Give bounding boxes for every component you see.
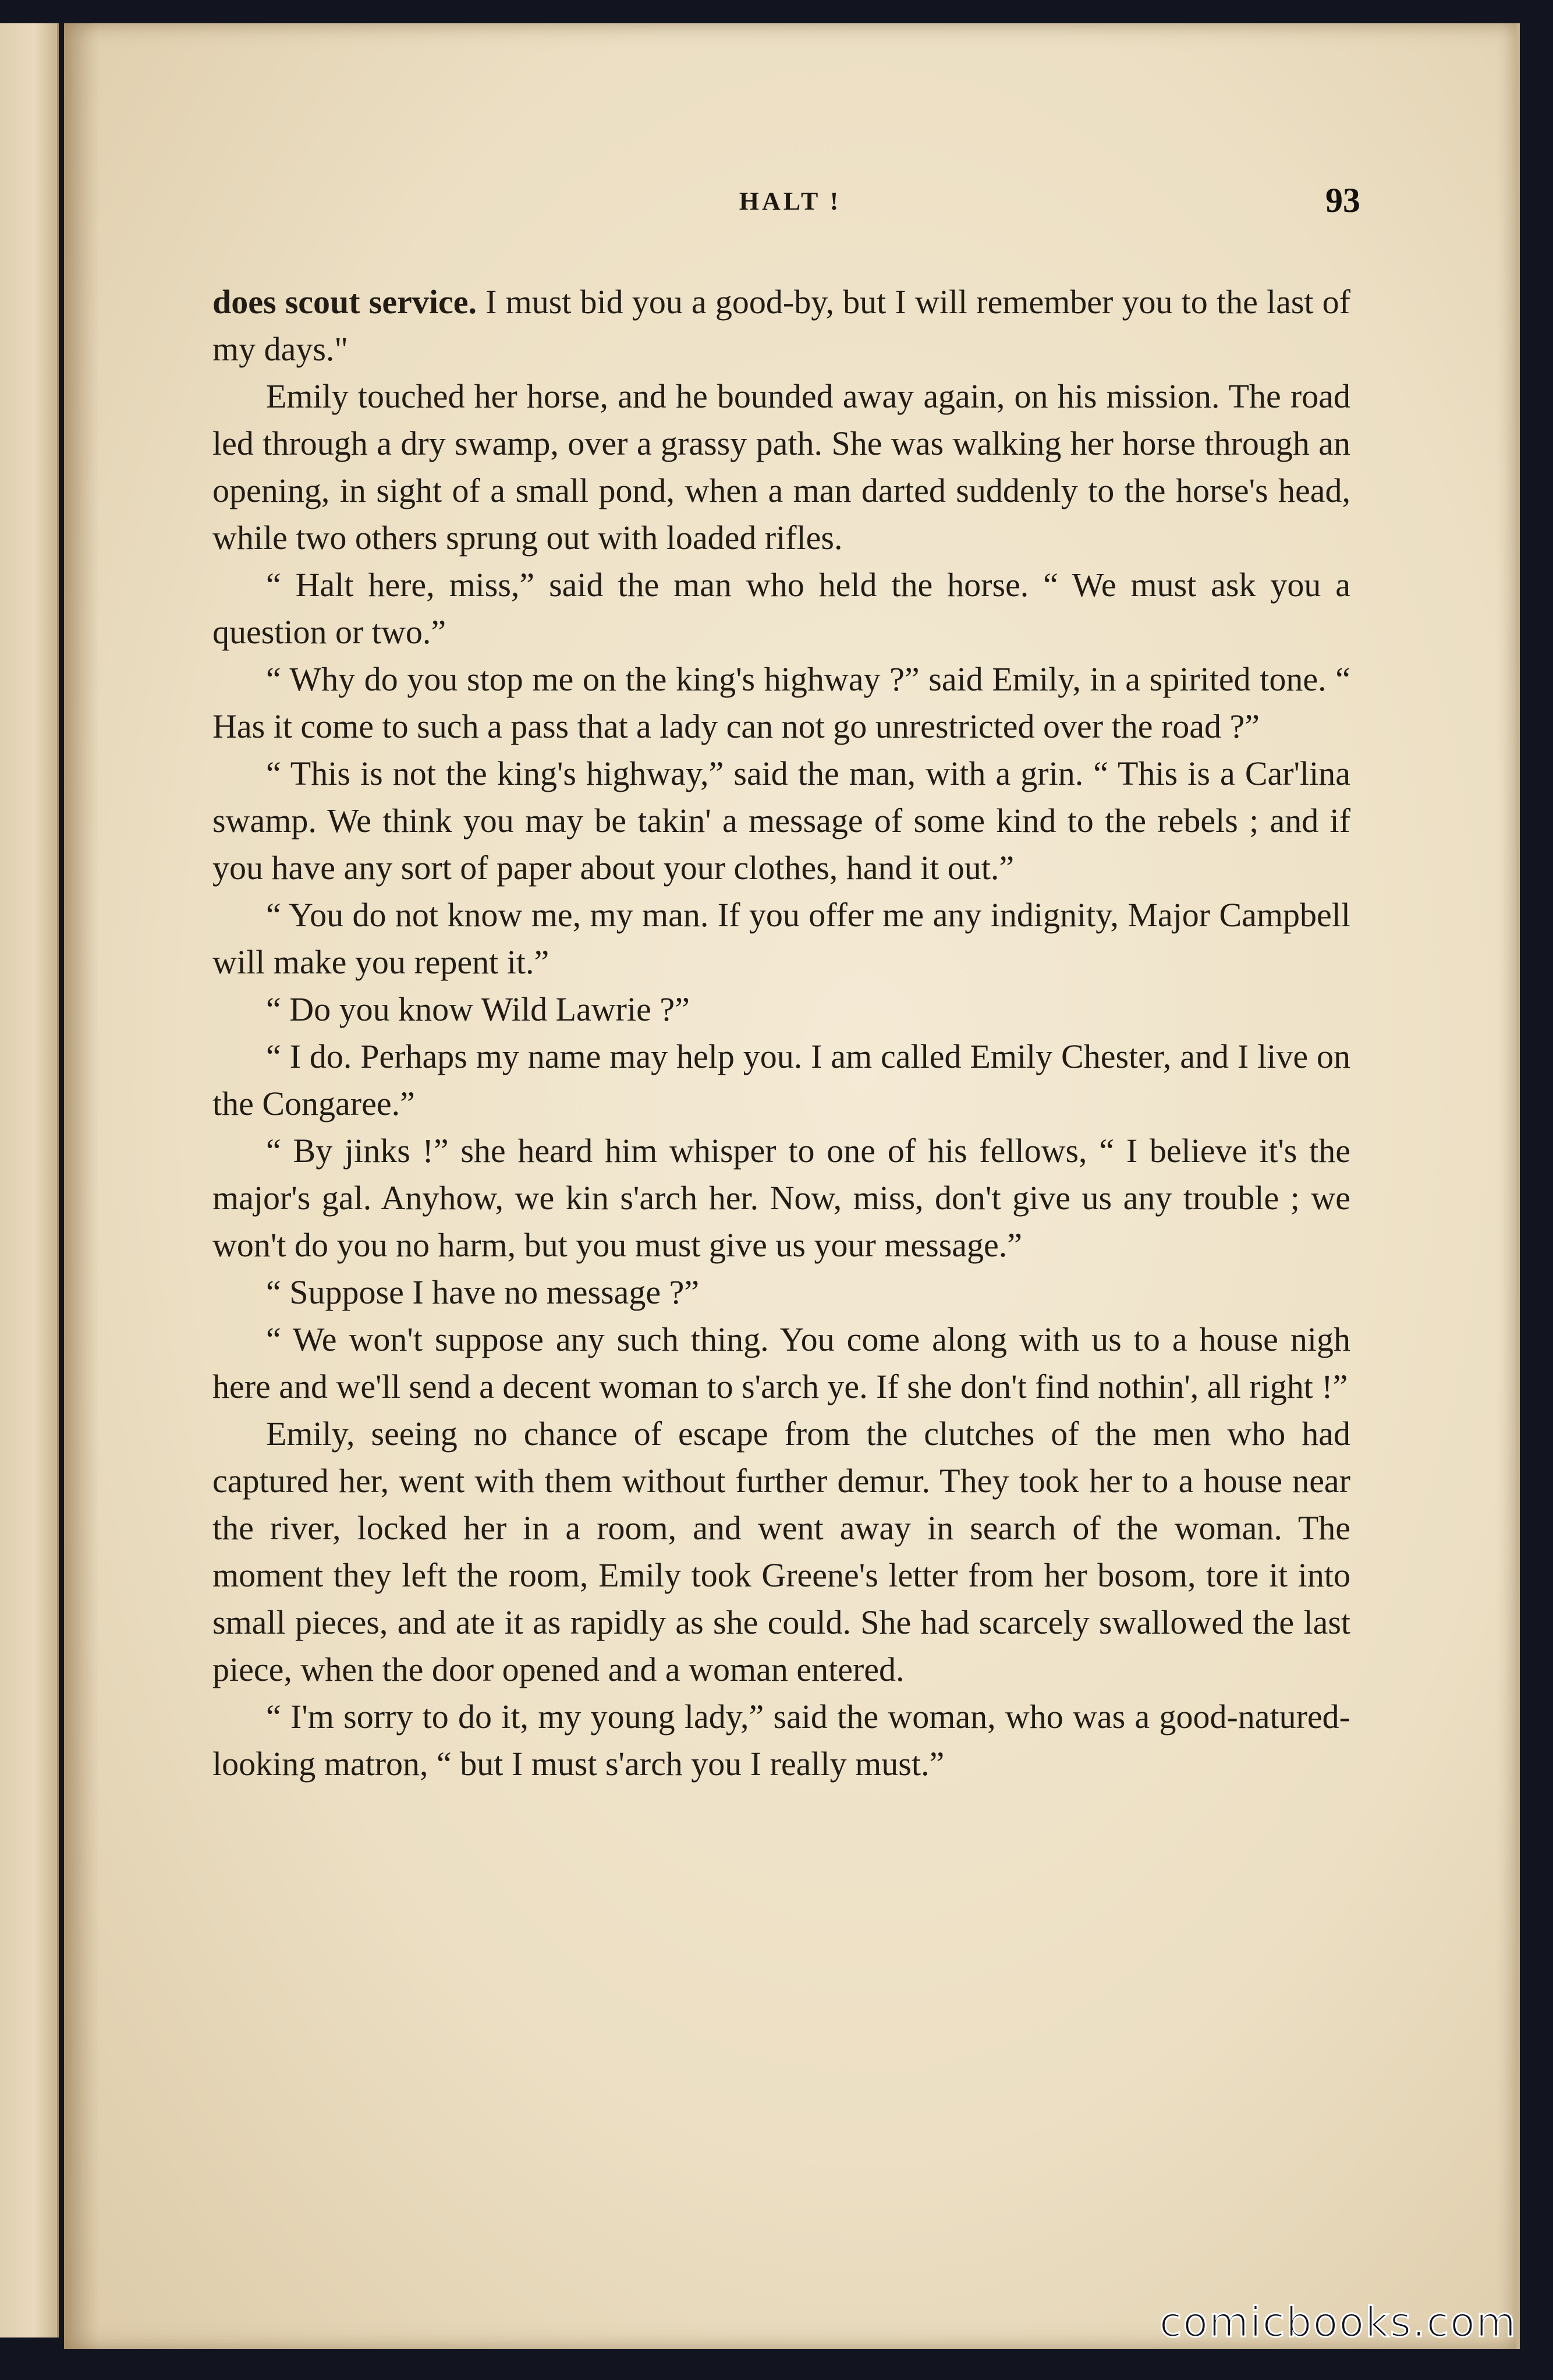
book-page	[64, 23, 1520, 2349]
paragraph-lead: does scout service.	[212, 283, 477, 321]
paragraph-text: I must bid you a good-by, but I will remember you to the last of my days."	[212, 283, 1350, 368]
paragraph: “ Suppose I have no message ?”	[266, 1273, 700, 1311]
page-number: 93	[1325, 181, 1360, 219]
previous-page-edge	[0, 23, 59, 2338]
paragraph: Emily touched her horse, and he bounded away again, on his mission. The road led through a dry swamp, over a grassy path. She was walking her horse through an opening, in sight of a small pond, when a man darted suddenly to the horse's head, while two others sprung out with loaded rifles.	[212, 377, 1350, 557]
watermark: comicbooks.com	[1159, 2298, 1517, 2346]
paragraph: “ You do not know me, my man. If you offer me any indignity, Major Campbell will make you repent it.”	[212, 896, 1350, 981]
paragraph: “ By jinks !” she heard him whisper to one of his fellows, “ I believe it's the major's gal. Anyhow, we kin s'arch her. Now, miss, don't give us any trouble ; we won't do you no harm, but you must give us your message.”	[212, 1132, 1350, 1264]
body-text	[212, 278, 1350, 1787]
paragraph: “ I'm sorry to do it, my young lady,” said the woman, who was a good-natured-looking matron, “ but I must s'arch you I really must.”	[212, 1698, 1350, 1783]
paragraph: “ Do you know Wild Lawrie ?”	[266, 990, 690, 1028]
paragraph: “ This is not the king's highway,” said the man, with a grin. “ This is a Car'lina swamp. We think you may be takin' a message of some kind to the rebels ; and if you have any sort of paper about your clothes, hand it out.”	[212, 755, 1350, 887]
paragraph: “ Why do you stop me on the king's highway ?” said Emily, in a spirited tone. “ Has it come to such a pass that a lady can not go unrestricted over the road ?”	[212, 660, 1350, 745]
paragraph: “ We won't suppose any such thing. You come along with us to a house nigh here and we'll send a decent woman to s'arch ye. If she don't find nothin', all right !”	[212, 1320, 1350, 1405]
gutter-shadow	[64, 23, 99, 2349]
paragraph: Emily, seeing no chance of escape from the clutches of the men who had captured her, went with them without further demur. They took her to a house near the river, locked her in a room, and went away in search of the woman. The moment they left the room, Emily took Greene's letter from her bosom, tore it into small pieces, and ate it as rapidly as she could. She had scarcely swallowed the last piece, when the door opened and a woman entered.	[212, 1415, 1350, 1688]
paragraph: “ I do. Perhaps my name may help you. I am called Emily Chester, and I live on the Congaree.”	[212, 1037, 1350, 1122]
running-title: HALT !	[739, 187, 842, 215]
paragraph	[212, 278, 1350, 373]
paragraph: “ Halt here, miss,” said the man who held the horse. “ We must ask you a question or two.”	[212, 566, 1350, 651]
